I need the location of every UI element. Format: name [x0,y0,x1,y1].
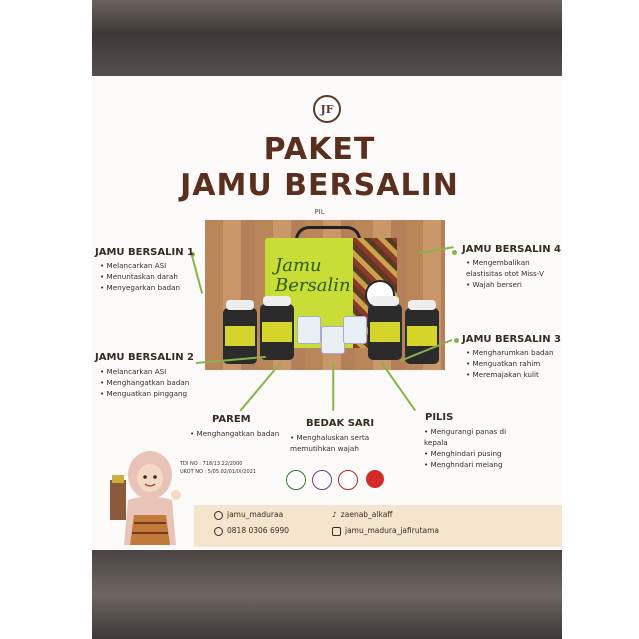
list-item: • Menyegarkan badan [100,282,180,293]
logo-text: JF [320,102,334,116]
title-line-2: JAMU BERSALIN [180,168,459,203]
list-item: • Menghangatkan badan [190,428,280,439]
jb4-title: JAMU BERSALIN 4 [462,244,562,255]
list-item: • Meremajakan kulit [466,369,556,380]
list-item: • Mengurangi panas di kepala [424,426,524,448]
whatsapp-icon [214,527,223,536]
parem-title: PAREM [212,414,251,425]
box-label-line-2: Bersalin [275,275,351,296]
list-item: • Wajah berseri [466,279,546,290]
bottom-dark-band [92,550,562,639]
list-item: • Menguatkan pinggang [100,388,189,399]
list-item: • Menghindari pusing [424,448,524,459]
instagram-contact-2 [332,526,439,536]
pilis-list [424,426,524,470]
instagram-contact-1 [214,510,283,520]
jb2-title: JAMU BERSALIN 2 [95,352,195,363]
jb1-list [100,260,180,293]
jb3-list [466,347,556,380]
instagram-icon [332,527,341,536]
list-item: • Melancarkan ASI [100,366,189,377]
whatsapp-contact [214,526,289,536]
box-label [275,256,351,296]
whatsapp-number: 0818 0306 6990 [227,526,290,535]
bedak-title: BEDAK SARI [306,418,375,429]
registration-info [180,460,256,476]
pilis-pack [343,316,367,344]
ukot-number: UKOT NO : 5/05.02/01/IX/2021 [180,469,257,475]
red-badge-icon [366,470,384,488]
list-item: • Menuntaskan darah [100,271,180,282]
list-item: • Menghaluskan serta memutihkan wajah [290,432,400,454]
list-item: • Menghndari meiang [424,459,524,470]
jar-2 [260,304,294,360]
tiktok-contact [332,510,392,519]
connector-dot [454,338,459,343]
instagram-icon [214,511,223,520]
jar-3 [368,304,402,360]
bedak-list [290,432,400,454]
jb4-list [466,257,546,290]
list-item: • Mengharumkan badan [466,347,556,358]
product-photo [205,220,445,370]
parem-pack [297,316,321,344]
jb3-title: JAMU BERSALIN 3 [462,334,562,345]
certification-badge-icon [286,470,306,490]
bedak-jar [321,326,345,354]
hijab-character-illustration [110,445,190,545]
box-label-line-1: Jamu [275,255,322,276]
title-line-1: PAKET [263,132,376,167]
indonesia-badge-icon [338,470,358,490]
instagram-handle-2: jamu_madura_jafirutama [345,526,440,535]
connector-line [332,363,334,411]
tdi-number: TDI NO : 718/13.22/2000 [180,461,243,467]
jar-1 [223,308,257,364]
connector-dot [452,250,457,255]
tiktok-icon: ♪ [332,510,337,519]
brand-logo [313,95,341,123]
list-item: • Menghangatkan badan [100,377,189,388]
jb1-title: JAMU BERSALIN 1 [95,247,195,258]
top-dark-band [92,0,562,76]
jb2-list [100,366,189,399]
list-item: • Menguatkan rahim [466,358,556,369]
parem-list [190,428,280,439]
pilis-title: PILIS [425,412,454,423]
subtitle: PIL [314,208,325,216]
tiktok-handle: zaenab_alkaff [340,510,393,519]
halal-badge-icon [312,470,332,490]
list-item: • Melancarkan ASI [100,260,180,271]
instagram-handle-1: jamu_maduraa [227,510,284,519]
list-item: • Mengembalikan elastisitas otot Miss-V [466,257,546,279]
